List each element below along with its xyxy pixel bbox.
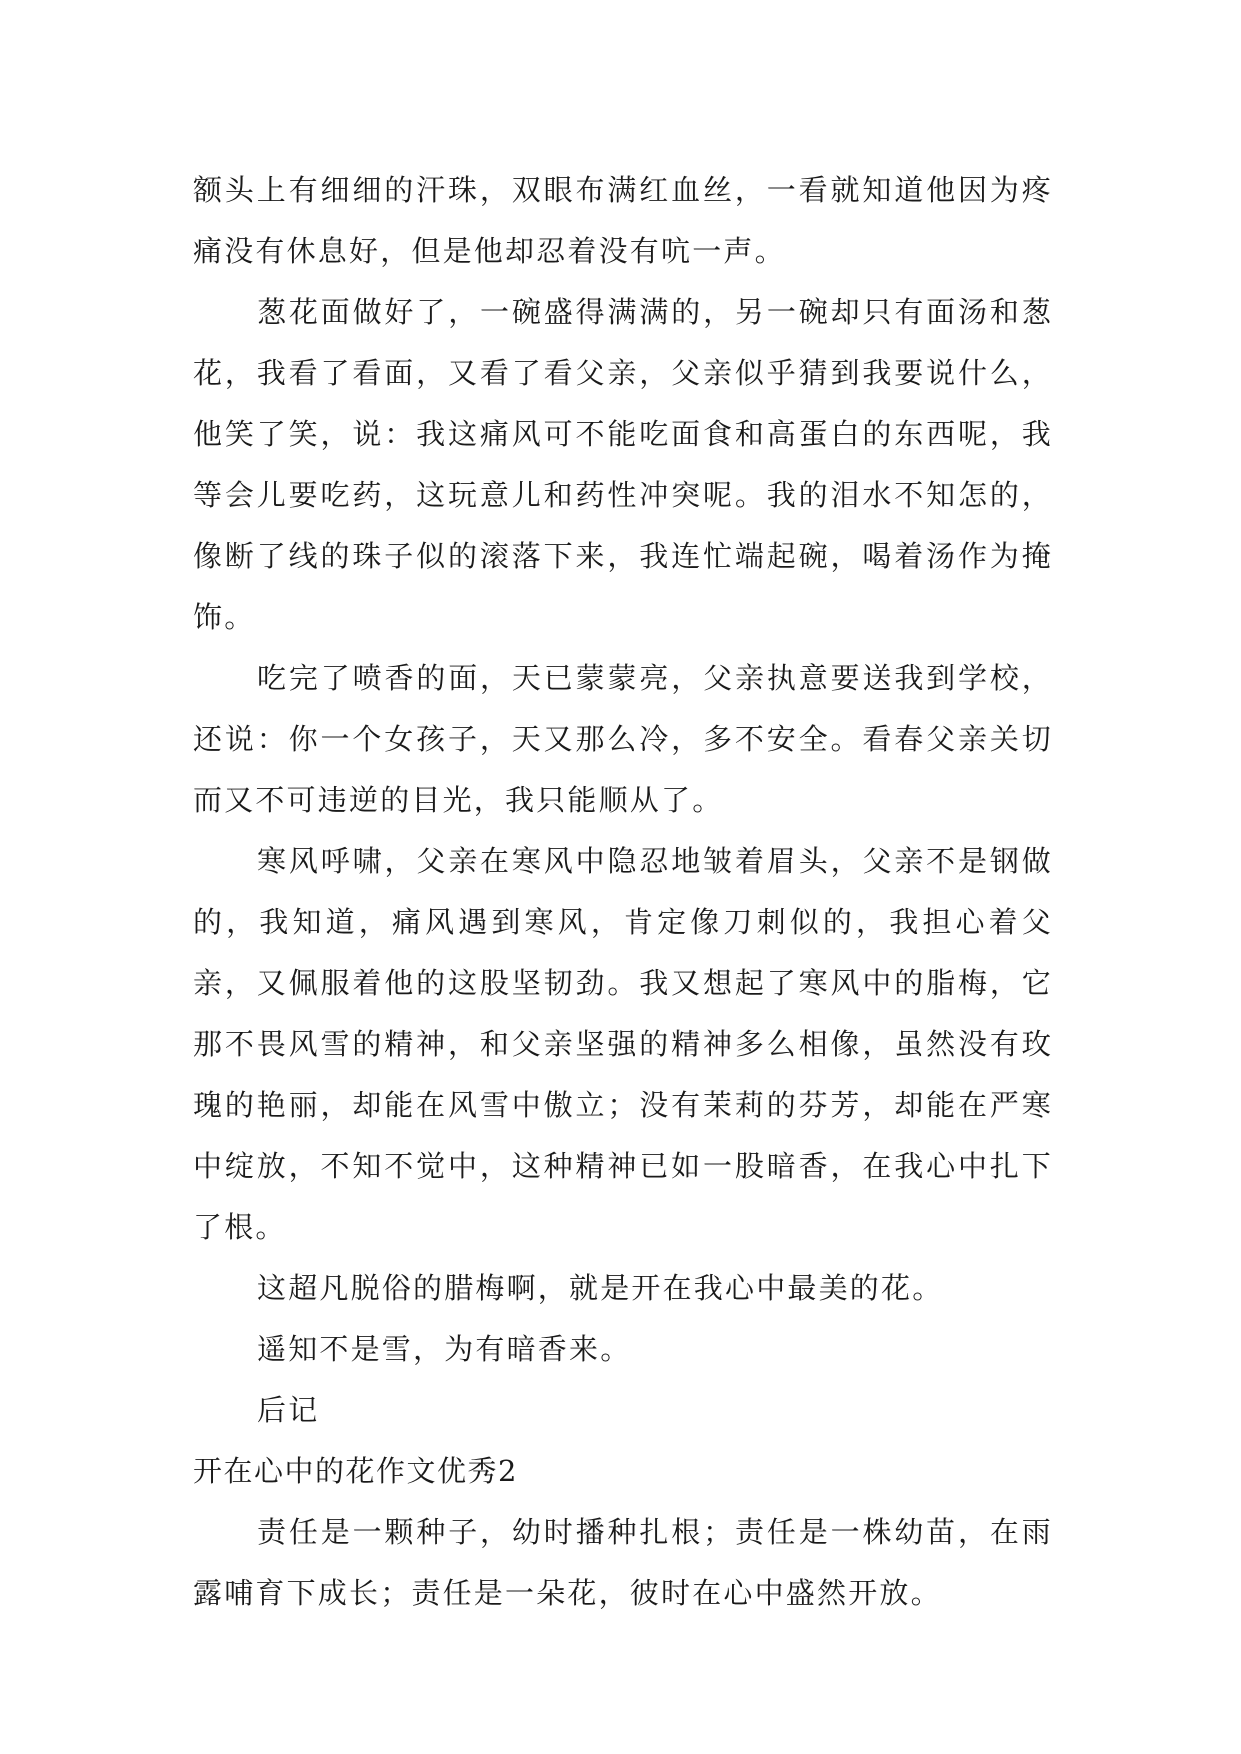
- paragraph-7-postscript: 后记: [257, 1393, 320, 1427]
- document-body: [193, 160, 1053, 1624]
- section-heading: 开在心中的花作文优秀2: [193, 1454, 518, 1488]
- paragraph-1: 额头上有细细的汗珠，双眼布满红血丝，一看就知道他因为疼痛没有休息好，但是他却忍着没有吭一声。: [193, 173, 1053, 268]
- paragraph-9: 责任是一颗种子，幼时播种扎根；责任是一株幼苗，在雨露哺育下成长；责任是一朵花，彼时在心中盛然开放。: [193, 1515, 1053, 1610]
- paragraph-2: 葱花面做好了，一碗盛得满满的，另一碗却只有面汤和葱花，我看了看面，又看了看父亲，父亲似乎猜到我要说什么，他笑了笑，说：我这痛风可不能吃面食和高蛋白的东西呢，我等会儿要吃药，这玩意儿和药性冲突呢。我的泪水不知怎的，像断了线的珠子似的滚落下来，我连忙端起碗，喝着汤作为掩饰。: [193, 295, 1053, 634]
- paragraph-5: 这超凡脱俗的腊梅啊，就是开在我心中最美的花。: [257, 1271, 944, 1305]
- paragraph-3: 吃完了喷香的面，天已蒙蒙亮，父亲执意要送我到学校，还说：你一个女孩子，天又那么冷，多不安全。看春父亲关切而又不可违逆的目光，我只能顺从了。: [193, 661, 1053, 817]
- paragraph-6: 遥知不是雪，为有暗香来。: [257, 1332, 632, 1366]
- paragraph-4: 寒风呼啸，父亲在寒风中隐忍地皱着眉头，父亲不是钢做的，我知道，痛风遇到寒风，肯定像刀刺似的，我担心着父亲，又佩服着他的这股坚韧劲。我又想起了寒风中的脂梅，它那不畏风雪的精神，和父亲坚强的精神多么相像，虽然没有玫瑰的艳丽，却能在风雪中傲立；没有茉莉的芬芳，却能在严寒中绽放，不知不觉中，这种精神已如一股暗香，在我心中扎下了根。: [193, 844, 1053, 1244]
